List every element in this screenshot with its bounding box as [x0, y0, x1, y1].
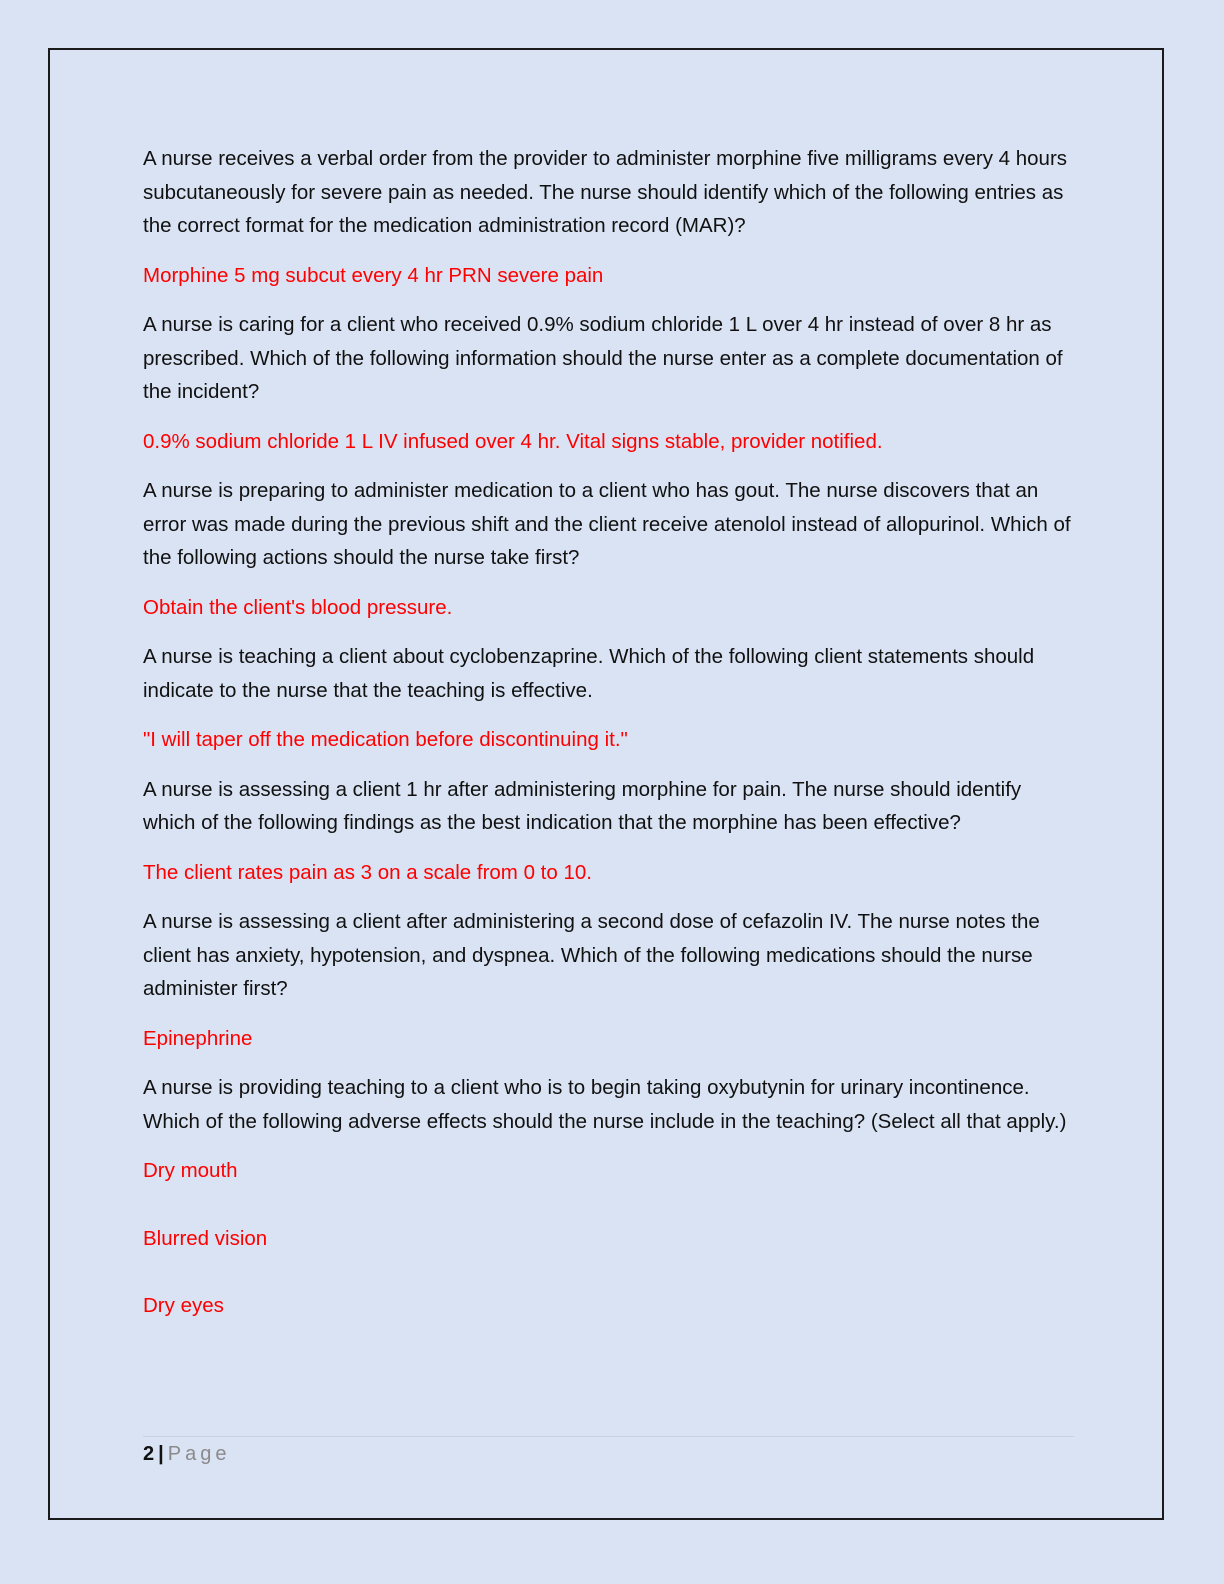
question-7: A nurse is providing teaching to a client who is to begin taking oxybutynin for urinary incontinence. Which of the following adverse effects should the nurse include in the teaching? (Select all that apply.)	[143, 1076, 1067, 1133]
question-2: A nurse is caring for a client who received 0.9% sodium chloride 1 L over 4 hr instead of over 8 hr as prescribed. Which of the following information should the nurse enter as a complete documentation of the incident?	[143, 313, 1063, 403]
answer-1: Morphine 5 mg subcut every 4 hr PRN severe pain	[143, 263, 604, 287]
answer-6: Epinephrine	[143, 1026, 253, 1050]
answer-7-option-2: Blurred vision	[143, 1226, 268, 1250]
question-3: A nurse is preparing to administer medication to a client who has gout. The nurse discovers that an error was made during the previous shift and the client receive atenolol instead of allopurinol. Which of the following actions should the nurse take first?	[143, 479, 1071, 569]
answer-7-option-1: Dry mouth	[143, 1159, 238, 1182]
answer-5: The client rates pain as 3 on a scale from 0 to 10.	[143, 860, 592, 884]
document-body	[143, 142, 1078, 1357]
question-5: A nurse is assessing a client 1 hr after administering morphine for pain. The nurse should identify which of the following findings as the best indication that the morphine has been effective?	[143, 777, 1022, 834]
answer-2: 0.9% sodium chloride 1 L IV infused over 4 hr. Vital signs stable, provider notified.	[143, 429, 883, 453]
answer-3: Obtain the client's blood pressure.	[143, 595, 453, 619]
page-footer	[143, 1440, 230, 1468]
question-4: A nurse is teaching a client about cyclobenzaprine. Which of the following client statements should indicate to the nurse that the teaching is effective.	[143, 645, 1035, 702]
answer-4: "I will taper off the medication before discontinuing it."	[143, 728, 628, 751]
page-label: Page	[167, 1443, 231, 1465]
footer-divider	[143, 1436, 1074, 1437]
question-1: A nurse receives a verbal order from the provider to administer morphine five milligrams every 4 hours subcutaneously for severe pain as needed. The nurse should identify which of the following entries as the correct format for the medication administration record (MAR)?	[143, 147, 1068, 237]
page-number: 2	[143, 1443, 155, 1465]
question-6: A nurse is assessing a client after administering a second dose of cefazolin IV. The nurse notes the client has anxiety, hypotension, and dyspnea. Which of the following medications should the nurse administer first?	[143, 910, 1040, 1000]
footer-separator: |	[158, 1443, 164, 1465]
answer-7-option-3: Dry eyes	[143, 1294, 224, 1317]
